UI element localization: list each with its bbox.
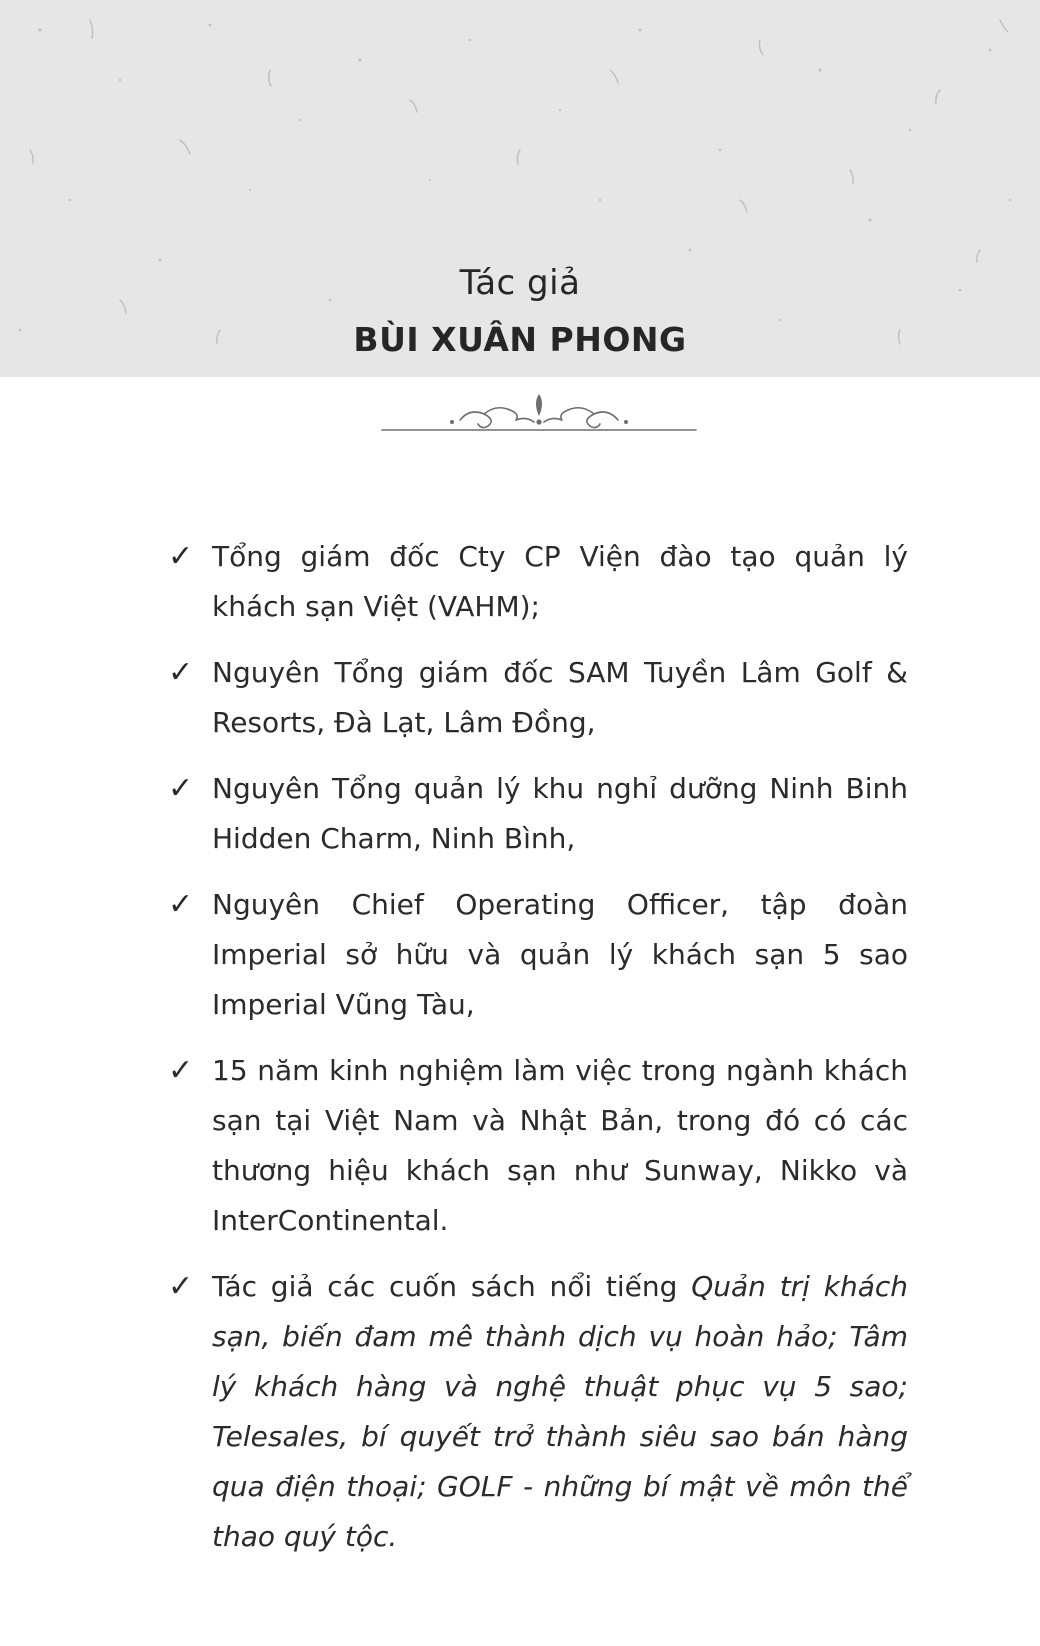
bio-item-text: Nguyên Tổng giám đốc SAM Tuyền Lâm Golf & Resorts, Đà Lạt, Lâm Đồng, xyxy=(212,656,908,739)
bio-item-text: Tác giả các cuốn sách nổi tiếng xyxy=(212,1270,692,1303)
author-name: BÙI XUÂN PHONG xyxy=(353,320,687,359)
checkmark-icon: ✓ xyxy=(168,655,194,690)
checkmark-icon: ✓ xyxy=(168,771,194,806)
bio-item-text: Nguyên Tổng quản lý khu nghỉ dưỡng Ninh Binh Hidden Charm, Ninh Bình, xyxy=(212,772,908,855)
checkmark-icon: ✓ xyxy=(168,887,194,922)
bio-item xyxy=(168,764,908,864)
author-label: Tác giả xyxy=(459,263,581,303)
bio-item xyxy=(168,648,908,748)
bio-item xyxy=(168,880,908,1030)
checkmark-icon: ✓ xyxy=(168,1269,194,1304)
book-titles: Quản trị khách sạn, biến đam mê thành dịch vụ hoàn hảo; Tâm lý khách hàng và nghệ thuật phục vụ 5 sao; Telesales, bí quyết trở thành siêu sao bán hàng qua điện thoại; GOLF - những bí mật về môn thể thao quý tộc. xyxy=(212,1270,908,1553)
checkmark-icon: ✓ xyxy=(168,1053,194,1088)
bio-item-text: 15 năm kinh nghiệm làm việc trong ngành khách sạn tại Việt Nam và Nhật Bản, trong đó có các thương hiệu khách sạn như Sunway, Nikko và InterContinental. xyxy=(212,1054,908,1237)
checkmark-icon: ✓ xyxy=(168,539,194,574)
bio-item xyxy=(168,1262,908,1562)
bio-list xyxy=(168,532,908,1578)
bio-item-text: Tổng giám đốc Cty CP Viện đào tạo quản lý khách sạn Việt (VAHM); xyxy=(212,540,908,623)
header-band xyxy=(0,0,1040,377)
bio-item-text: Nguyên Chief Operating Officer, tập đoàn Imperial sở hữu và quản lý khách sạn 5 sao Imperial Vũng Tàu, xyxy=(212,888,908,1021)
bio-item xyxy=(168,1046,908,1246)
flourish-divider-icon xyxy=(380,390,698,434)
bio-item xyxy=(168,532,908,632)
